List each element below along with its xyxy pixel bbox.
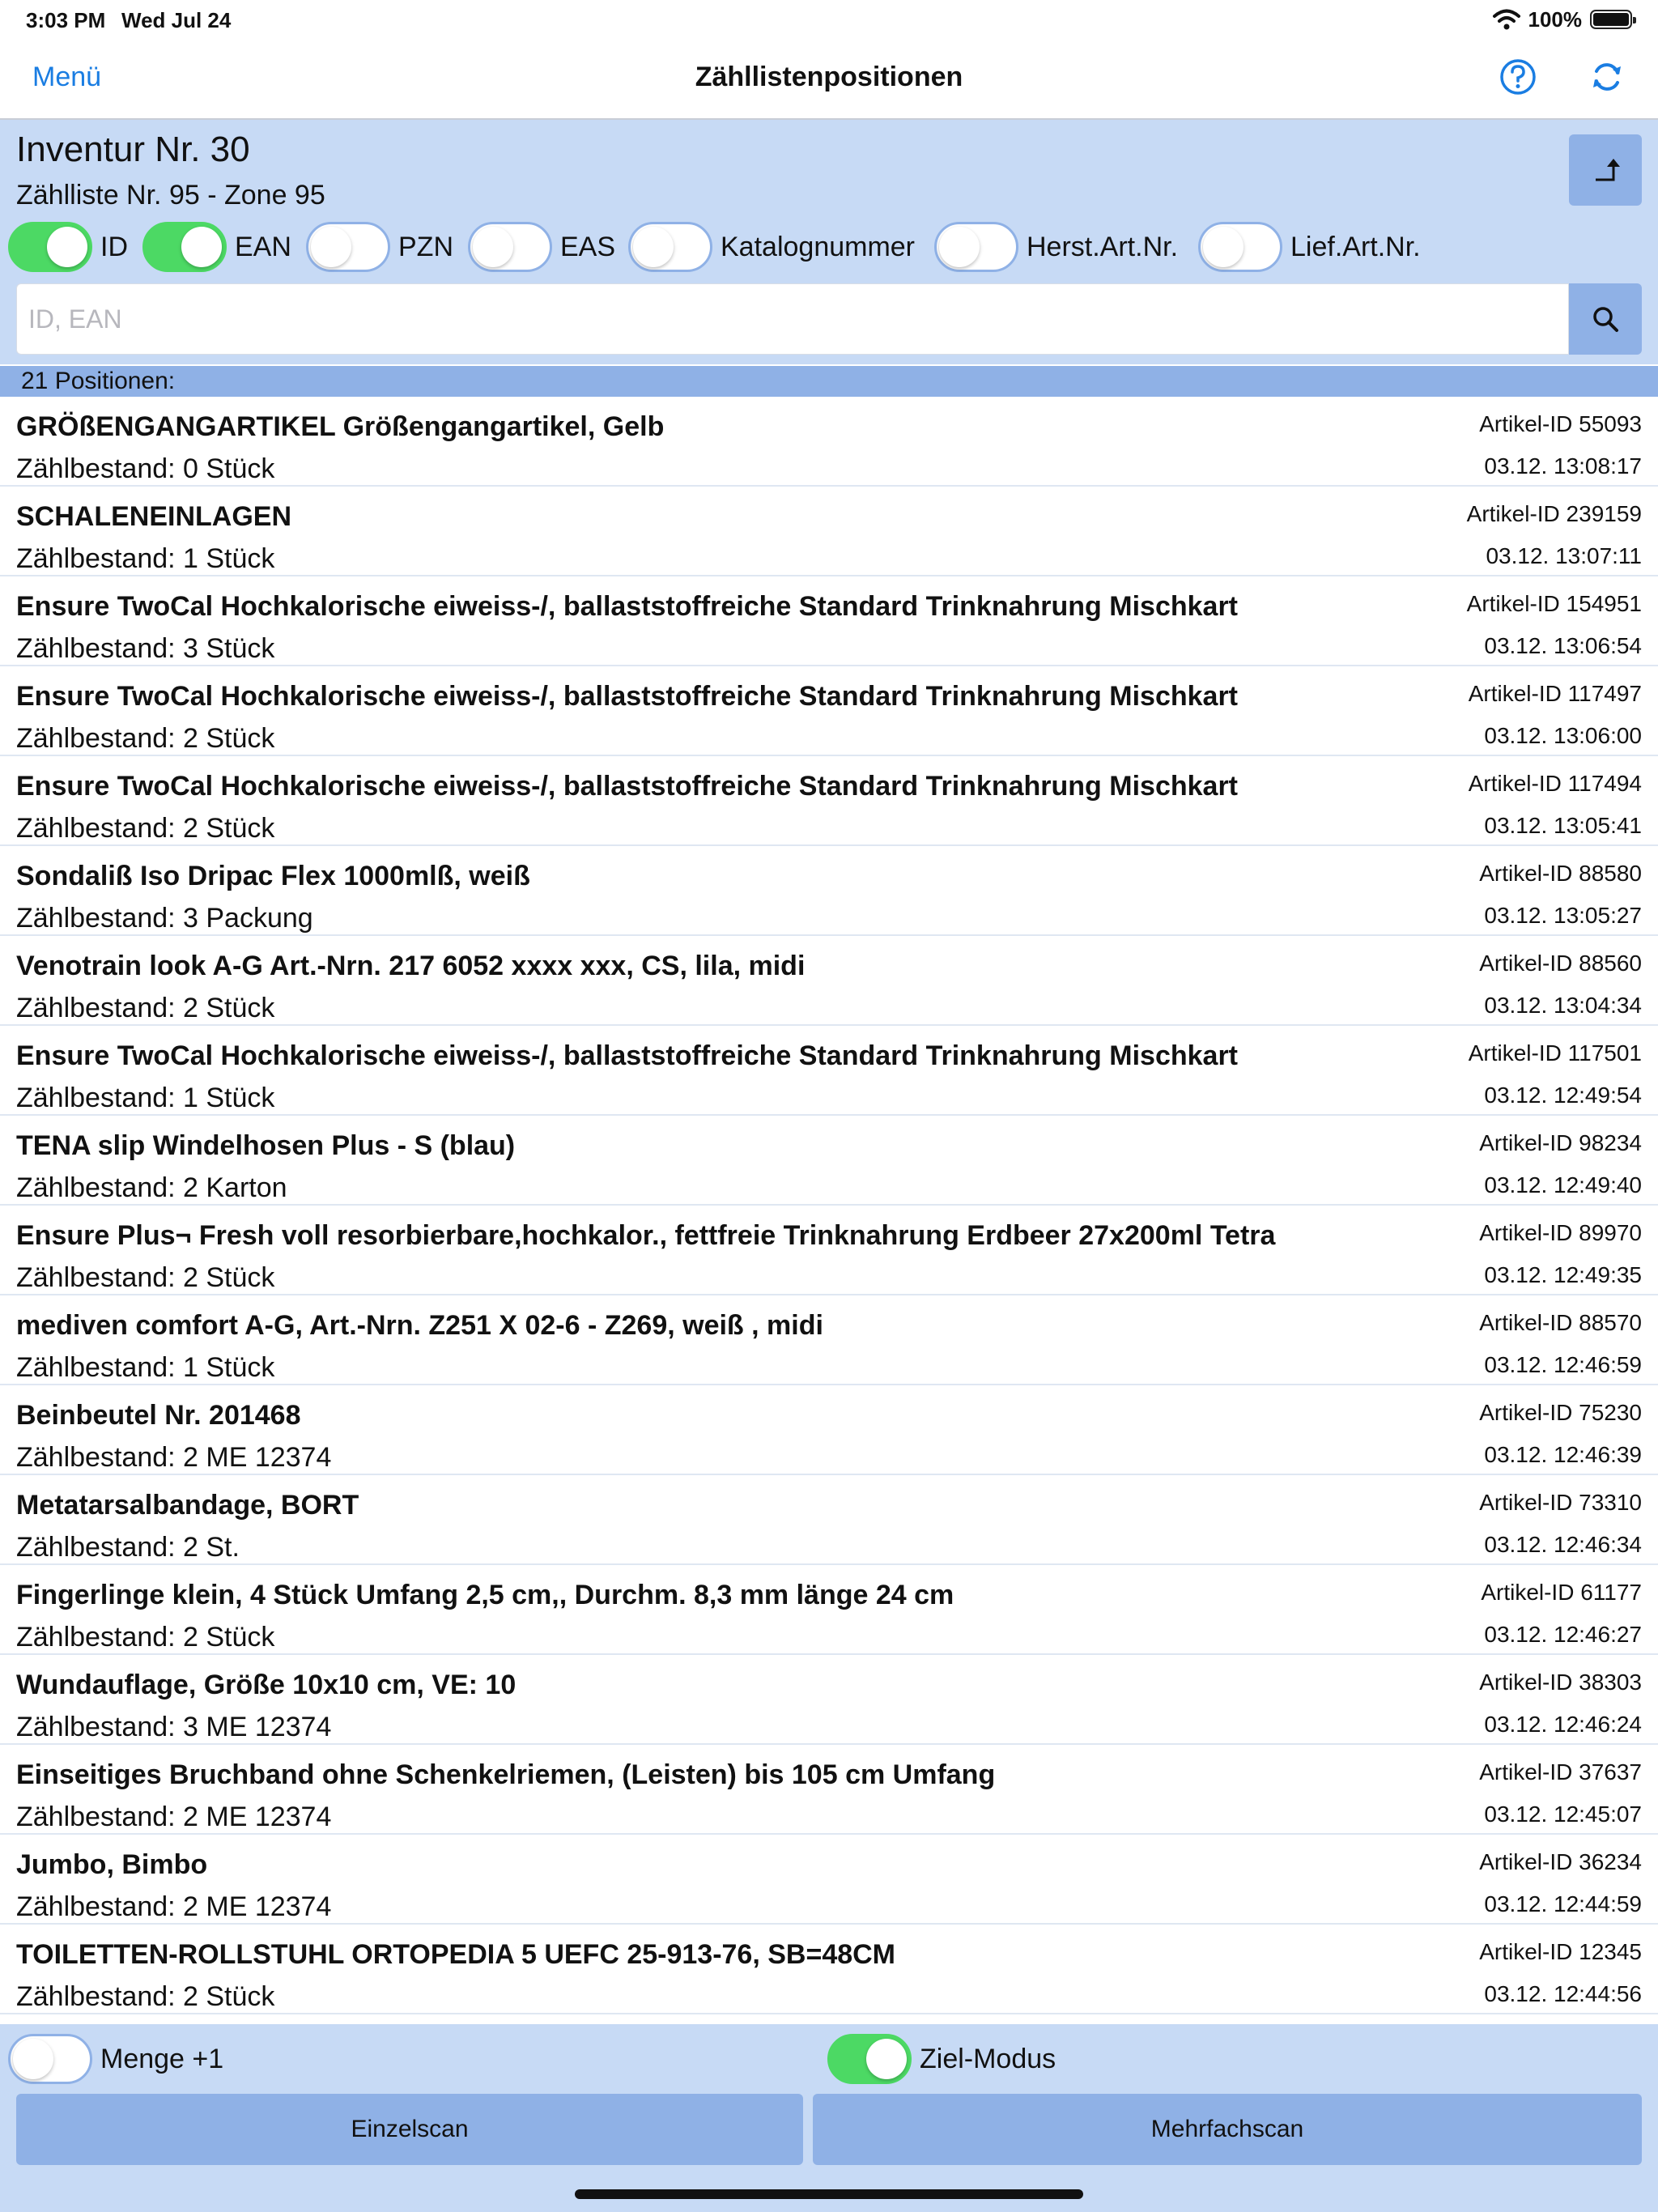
list-item[interactable] xyxy=(0,756,1658,846)
item-count: Zählbestand: 3 ME 12374 xyxy=(16,1712,332,1742)
item-timestamp: 03.12. 13:06:00 xyxy=(1484,723,1642,748)
item-name: Ensure TwoCal Hochkalorische eiweiss-/, ballaststoffreiche Standard Trinknahrung Mischkart xyxy=(16,591,1238,622)
list-item[interactable] xyxy=(0,397,1658,487)
item-article-id: Artikel-ID 117501 xyxy=(1468,1040,1642,1066)
item-count: Zählbestand: 2 Stück xyxy=(16,723,275,754)
inventory-title: Inventur Nr. 30 xyxy=(16,130,250,169)
item-count: Zählbestand: 1 Stück xyxy=(16,543,275,574)
item-count: Zählbestand: 2 ME 12374 xyxy=(16,1802,332,1832)
list-item[interactable] xyxy=(0,1116,1658,1206)
item-count: Zählbestand: 3 Stück xyxy=(16,633,275,664)
item-article-id: Artikel-ID 88560 xyxy=(1479,951,1642,976)
status-time: 3:03 PM xyxy=(26,8,106,32)
item-name: TOILETTEN-ROLLSTUHL ORTOPEDIA 5 UEFC 25-913-76, SB=48CM xyxy=(16,1939,896,1970)
list-item[interactable] xyxy=(0,576,1658,666)
item-article-id: Artikel-ID 154951 xyxy=(1466,591,1642,616)
item-name: TENA slip Windelhosen Plus - S (blau) xyxy=(16,1130,516,1161)
item-count: Zählbestand: 2 Stück xyxy=(16,1622,275,1653)
toggle-label-ean: EAN xyxy=(235,232,291,262)
refresh-icon[interactable] xyxy=(1585,55,1629,99)
count-list-subtitle: Zählliste Nr. 95 - Zone 95 xyxy=(16,180,325,211)
toggle-lief-art-nr[interactable] xyxy=(1198,222,1282,272)
item-timestamp: 03.12. 12:46:39 xyxy=(1484,1442,1642,1467)
item-count: Zählbestand: 1 Stück xyxy=(16,1352,275,1383)
item-article-id: Artikel-ID 36234 xyxy=(1479,1849,1642,1874)
ziel-modus-label: Ziel-Modus xyxy=(920,2044,1056,2074)
item-timestamp: 03.12. 12:49:35 xyxy=(1484,1262,1642,1287)
list-item[interactable] xyxy=(0,1565,1658,1655)
item-name: GRÖßENGANGARTIKEL Größengangartikel, Gelb xyxy=(16,411,665,442)
page-title: Zähllistenpositionen xyxy=(695,62,963,92)
item-article-id: Artikel-ID 55093 xyxy=(1479,411,1642,436)
toggle-label-katalognummer: Katalognummer xyxy=(721,232,916,262)
toggle-label-lief-art-nr: Lief.Art.Nr. xyxy=(1290,232,1421,262)
upload-button[interactable] xyxy=(1569,134,1642,206)
item-name: Fingerlinge klein, 4 Stück Umfang 2,5 cm,, Durchm. 8,3 mm länge 24 cm xyxy=(16,1580,954,1610)
item-timestamp: 03.12. 12:46:34 xyxy=(1484,1532,1642,1557)
item-article-id: Artikel-ID 73310 xyxy=(1479,1490,1642,1515)
positions-count: 21 Positionen: xyxy=(21,368,176,394)
toggle-id[interactable] xyxy=(8,222,92,272)
einzelscan-button[interactable]: Einzelscan xyxy=(16,2094,803,2165)
item-timestamp: 03.12. 12:44:56 xyxy=(1484,1981,1642,2006)
item-article-id: Artikel-ID 75230 xyxy=(1479,1400,1642,1425)
item-name: Metatarsalbandage, BORT xyxy=(16,1490,359,1521)
item-name: Beinbeutel Nr. 201468 xyxy=(16,1400,301,1431)
list-item[interactable] xyxy=(0,1385,1658,1475)
search-button[interactable] xyxy=(1569,283,1642,355)
home-indicator xyxy=(575,2189,1083,2199)
list-item[interactable] xyxy=(0,1295,1658,1385)
item-count: Zählbestand: 3 Packung xyxy=(16,903,313,934)
item-count: Zählbestand: 2 Stück xyxy=(16,813,275,844)
item-count: Zählbestand: 2 Stück xyxy=(16,993,275,1023)
search-field xyxy=(16,283,1569,355)
item-article-id: Artikel-ID 239159 xyxy=(1466,501,1642,526)
item-timestamp: 03.12. 13:08:17 xyxy=(1484,453,1642,479)
list-item[interactable] xyxy=(0,1026,1658,1116)
navigation-bar xyxy=(0,39,1658,120)
list-item[interactable] xyxy=(0,1745,1658,1835)
toggle-pzn[interactable] xyxy=(306,222,390,272)
item-article-id: Artikel-ID 98234 xyxy=(1479,1130,1642,1155)
item-count: Zählbestand: 2 Stück xyxy=(16,1981,275,2012)
menu-button[interactable]: Menü xyxy=(32,62,102,92)
help-circle-icon[interactable] xyxy=(1496,55,1540,99)
item-timestamp: 03.12. 12:44:59 xyxy=(1484,1891,1642,1916)
item-timestamp: 03.12. 12:49:40 xyxy=(1484,1172,1642,1197)
item-article-id: Artikel-ID 117494 xyxy=(1468,771,1642,796)
item-name: Ensure TwoCal Hochkalorische eiweiss-/, ballaststoffreiche Standard Trinknahrung Mischkart xyxy=(16,1040,1238,1071)
item-timestamp: 03.12. 13:04:34 xyxy=(1484,993,1642,1018)
status-indicators xyxy=(1493,6,1633,32)
item-article-id: Artikel-ID 38303 xyxy=(1479,1670,1642,1695)
toggle-label-herst-art-nr: Herst.Art.Nr. xyxy=(1027,232,1179,262)
list-item[interactable] xyxy=(0,487,1658,576)
item-count: Zählbestand: 2 Karton xyxy=(16,1172,287,1203)
list-item[interactable] xyxy=(0,846,1658,936)
item-article-id: Artikel-ID 117497 xyxy=(1468,681,1642,706)
item-count: Zählbestand: 0 Stück xyxy=(16,453,275,484)
list-item[interactable] xyxy=(0,936,1658,1026)
list-item[interactable] xyxy=(0,1835,1658,1925)
item-name: Wundauflage, Größe 10x10 cm, VE: 10 xyxy=(16,1670,517,1700)
item-timestamp: 03.12. 13:05:41 xyxy=(1484,813,1642,838)
toggle-eas[interactable] xyxy=(468,222,552,272)
item-count: Zählbestand: 2 St. xyxy=(16,1532,240,1563)
item-count: Zählbestand: 2 Stück xyxy=(16,1262,275,1293)
item-name: Sondaliß Iso Dripac Flex 1000mlß, weiß xyxy=(16,861,530,891)
item-article-id: Artikel-ID 12345 xyxy=(1479,1939,1642,1964)
mehrfachscan-button[interactable]: Mehrfachscan xyxy=(813,2094,1642,2165)
search-icon xyxy=(1591,304,1620,334)
item-article-id: Artikel-ID 89970 xyxy=(1479,1220,1642,1245)
toggle-herst-art-nr[interactable] xyxy=(934,222,1018,272)
toggle-label-pzn: PZN xyxy=(398,232,453,262)
battery-percent: 100% xyxy=(1528,6,1582,32)
toggle-katalognummer[interactable] xyxy=(628,222,712,272)
upload-arrow-icon xyxy=(1589,154,1622,186)
item-timestamp: 03.12. 12:46:27 xyxy=(1484,1622,1642,1647)
item-name: Ensure TwoCal Hochkalorische eiweiss-/, ballaststoffreiche Standard Trinknahrung Mischkart xyxy=(16,681,1238,712)
list-item[interactable] xyxy=(0,1655,1658,1745)
status-date: Wed Jul 24 xyxy=(121,8,232,32)
inventory-header-panel xyxy=(0,120,1658,364)
toggle-menge-plus-one[interactable] xyxy=(8,2034,92,2084)
toggle-label-id: ID xyxy=(100,232,128,262)
toggle-ziel-modus[interactable] xyxy=(827,2034,912,2084)
status-bar xyxy=(0,0,1658,39)
item-name: Venotrain look A-G Art.-Nrn. 217 6052 xxxx xxx, CS, lila, midi xyxy=(16,951,806,981)
item-timestamp: 03.12. 12:46:59 xyxy=(1484,1352,1642,1377)
item-timestamp: 03.12. 12:46:24 xyxy=(1484,1712,1642,1737)
battery-icon xyxy=(1590,10,1632,29)
item-article-id: Artikel-ID 61177 xyxy=(1481,1580,1642,1605)
item-article-id: Artikel-ID 88570 xyxy=(1479,1310,1642,1335)
list-item[interactable] xyxy=(0,1475,1658,1565)
item-article-id: Artikel-ID 88580 xyxy=(1479,861,1642,886)
item-timestamp: 03.12. 12:45:07 xyxy=(1484,1802,1642,1827)
item-name: mediven comfort A-G, Art.-Nrn. Z251 X 02-6 - Z269, weiß , midi xyxy=(16,1310,823,1341)
search-input[interactable] xyxy=(17,284,1568,354)
item-count: Zählbestand: 2 ME 12374 xyxy=(16,1442,332,1473)
item-count: Zählbestand: 2 ME 12374 xyxy=(16,1891,332,1922)
item-timestamp: 03.12. 13:07:11 xyxy=(1486,543,1642,568)
item-name: SCHALENEINLAGEN xyxy=(16,501,292,532)
toggle-ean[interactable] xyxy=(142,222,227,272)
item-timestamp: 03.12. 13:06:54 xyxy=(1484,633,1642,658)
list-item[interactable] xyxy=(0,666,1658,756)
positions-count-bar xyxy=(0,366,1658,397)
menge-label: Menge +1 xyxy=(100,2044,224,2074)
wifi-icon xyxy=(1493,9,1520,30)
list-item[interactable] xyxy=(0,1925,1658,2014)
item-timestamp: 03.12. 12:49:54 xyxy=(1484,1083,1642,1108)
item-name: Jumbo, Bimbo xyxy=(16,1849,208,1880)
list-item[interactable] xyxy=(0,1206,1658,1295)
toggle-label-eas: EAS xyxy=(560,232,616,262)
item-count: Zählbestand: 1 Stück xyxy=(16,1083,275,1113)
footer-panel xyxy=(0,2024,1658,2212)
item-timestamp: 03.12. 13:05:27 xyxy=(1484,903,1642,928)
item-name: Ensure TwoCal Hochkalorische eiweiss-/, ballaststoffreiche Standard Trinknahrung Mischkart xyxy=(16,771,1238,802)
item-article-id: Artikel-ID 37637 xyxy=(1479,1759,1642,1784)
item-name: Einseitiges Bruchband ohne Schenkelriemen, (Leisten) bis 105 cm Umfang xyxy=(16,1759,996,1790)
positions-list[interactable] xyxy=(0,397,1658,2012)
item-name: Ensure Plus¬ Fresh voll resorbierbare,hochkalor., fettfreie Trinknahrung Erdbeer 27x200ml Tetra xyxy=(16,1220,1276,1251)
